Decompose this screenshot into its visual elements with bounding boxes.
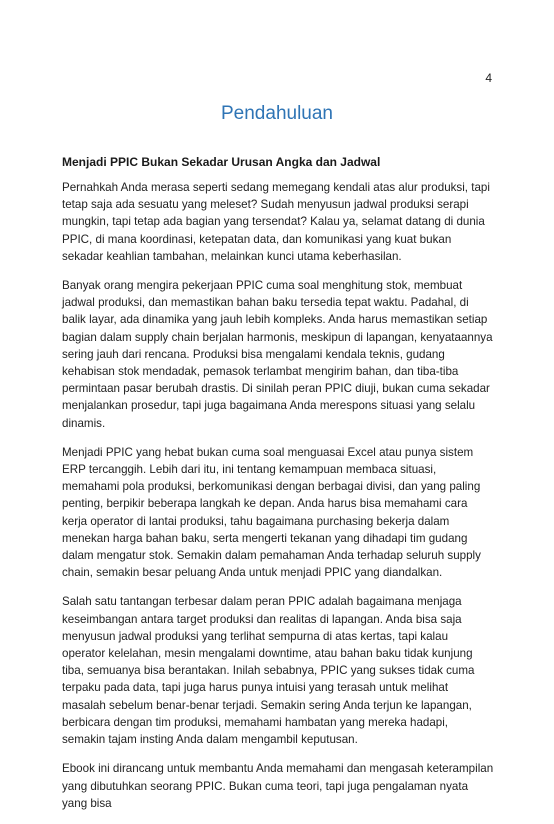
paragraph-1: Pernahkah Anda merasa seperti sedang memegang kendali atas alur produksi, tapi tetap saja ada sesuatu yang meleset? Sudah menyusun jadwal produksi serapi mungkin, tapi tetap ada bagian yang tersendat? Kalau ya, selamat datang di dunia PPIC, di mana koordinasi, ketepatan data, dan komunikasi yang kuat bukan sekadar keahlian tambahan, melainkan kunci utama keberhasilan. — [62, 181, 490, 263]
page-number: 4 — [485, 71, 492, 85]
page-content — [62, 154, 494, 824]
paragraph-4: Salah satu tantangan terbesar dalam peran PPIC adalah bagaimana menjaga keseimbangan antara target produksi dan realitas di lapangan. Anda bisa saja menyusun jadwal produksi yang terlihat sempurna di atas kertas, tapi kalau operator kelelahan, mesin mengalami downtime, atau bahan baku tidak kunjung tiba, semuanya bisa berantakan. Inilah sebabnya, PPIC yang sukses tidak cuma terpaku pada data, tapi juga harus punya intuisi yang terasah untuk melihat masalah sebelum benar-benar terjadi. Semakin sering Anda terjun ke lapangan, berbicara dengan tim produksi, memahami hambatan yang mereka hadapi, semakin tajam insting Anda dalam mengambil keputusan. — [62, 595, 475, 747]
paragraph-5: Ebook ini dirancang untuk membantu Anda memahami dan mengasah keterampilan yang dibutuhkan seorang PPIC. Bukan cuma teori, tapi juga pengalaman nyata yang bisa — [62, 762, 494, 810]
section-heading: Menjadi PPIC Bukan Sekadar Urusan Angka dan Jadwal — [62, 155, 381, 169]
paragraph-2: Banyak orang mengira pekerjaan PPIC cuma soal menghitung stok, membuat jadwal produksi, dan memastikan bahan baku tersedia tepat waktu. Padahal, di balik layar, ada dinamika yang jauh lebih kompleks. Anda harus memastikan setiap bagian dalam supply chain berjalan harmonis, meskipun di lapangan, kenyataannya sering jauh dari rencana. Produksi bisa mengalami kendala teknis, gudang kehabisan stok mendadak, pemasok terlambat mengirim bahan, dan tiba-tiba permintaan pasar berubah drastis. Di sinilah peran PPIC diuji, bukan cuma sekadar menjalankan prosedur, tapi juga bagaimana Anda merespons situasi yang selalu dinamis. — [62, 279, 493, 430]
paragraph-3: Menjadi PPIC yang hebat bukan cuma soal menguasai Excel atau punya sistem ERP tercanggih. Lebih dari itu, ini tentang kemampuan membaca situasi, memahami pola produksi, berkomunikasi dengan berbagai divisi, dan yang paling penting, berpikir beberapa langkah ke depan. Anda harus bisa memahami cara kerja operator di lantai produksi, tahu bagaimana purchasing bekerja dalam menekan harga bahan baku, serta mengerti tekanan yang dihadapi tim gudang dalam mengatur stok. Semakin dalam pemahaman Anda terhadap seluruh supply chain, semakin besar peluang Anda untuk menjadi PPIC yang diandalkan. — [62, 445, 481, 580]
chapter-title: Pendahuluan — [221, 103, 333, 124]
